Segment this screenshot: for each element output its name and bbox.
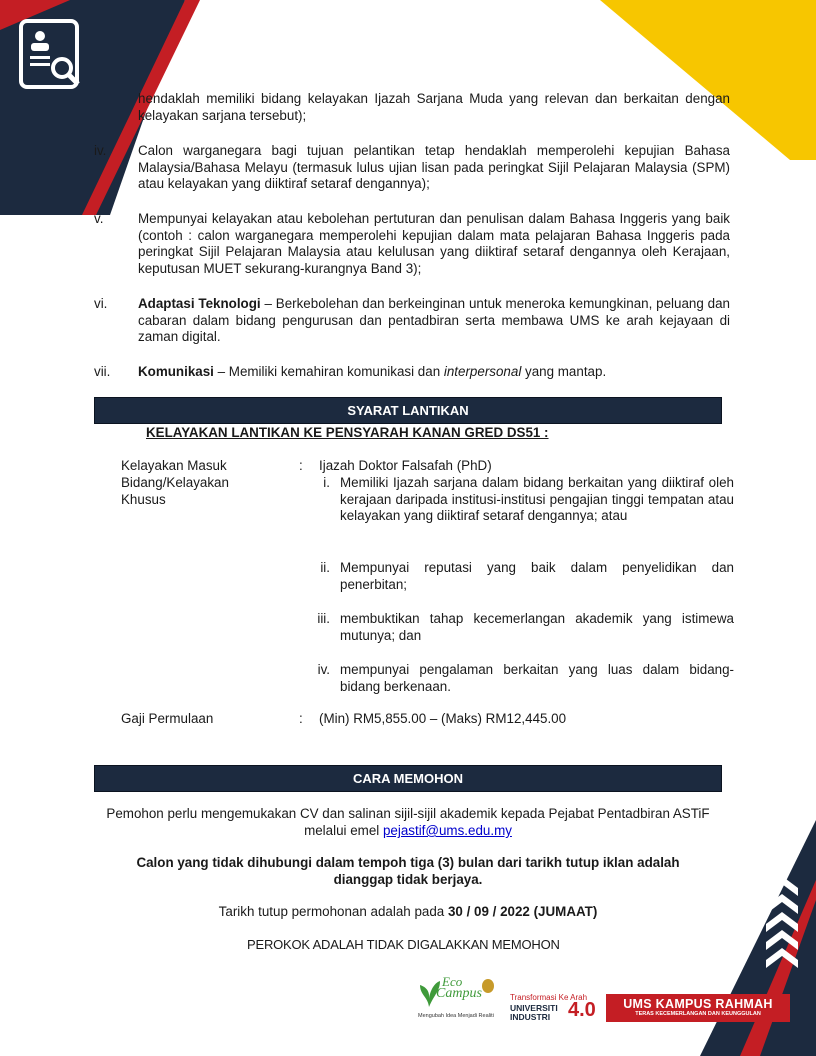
cara-memohon-header: CARA MEMOHON [94, 765, 722, 792]
item-vii-post: yang mantap. [521, 364, 607, 379]
cara-line-2-prefix: melalui emel [304, 823, 383, 838]
item-v-number: v. [94, 211, 104, 226]
chevron-up-icon [764, 872, 800, 968]
eco-tagline: Mengubah Idea Menjadi Realiti [418, 1013, 494, 1019]
cara-line-1: Pemohon perlu mengemukakan CV dan salinan sijil-sijil akademik kepada Pejabat Pentadbiran ASTiF [106, 806, 710, 821]
item-vii-number: vii. [94, 364, 111, 379]
item-vi-text [138, 296, 730, 346]
item-vi-body: – Berkebolehan dan berkeinginan untuk meneroka kemungkinan, peluang dan cabaran dalam bidang pengurusan dan pentadbiran serta membawa UMS ke arah kejayaan di zaman digital. [138, 296, 730, 345]
trans-4-0: 4.0 [568, 999, 596, 1021]
kelayakan-label-2: Bidang/Kelayakan [121, 475, 229, 490]
gaji-value: (Min) RM5,855.00 – (Maks) RM12,445.00 [319, 711, 567, 726]
tarikh-date: 30 / 09 / 2022 (JUMAAT) [447, 904, 598, 919]
notice-bold-2: dianggap tidak berjaya. [333, 872, 483, 887]
sub-item-i-text: Memiliki Ijazah sarjana dalam bidang berkaitan yang diiktiraf oleh kerajaan daripada institusi-institusi pengajian tinggi tempatan atau kelayakan yang diiktiraf setaraf dengannya; atau [340, 475, 734, 524]
sub-item-i-number: i. [323, 475, 330, 490]
sub-item-iv-text: mempunyai pengalaman berkaitan yang luas dalam bidang-bidang berkenaan. [340, 662, 734, 694]
eco-campus-logo [416, 975, 498, 1025]
notice-bold-1: Calon yang tidak dihubungi dalam tempoh tiga (3) bulan dari tarikh tutup iklan adalah [136, 855, 680, 870]
rahmah-subtitle: TERAS KECEMERLANGAN DAN KEUNGGULAN [635, 1011, 761, 1017]
applicant-search-icon [18, 18, 82, 92]
trans-tagline: Transformasi Ke Arah [510, 993, 588, 1002]
trans-universiti: UNIVERSITI [510, 1003, 558, 1013]
gaji-label: Gaji Permulaan [121, 711, 214, 726]
email-link[interactable]: pejastif@ums.edu.my [382, 823, 512, 838]
syarat-lantikan-header: SYARAT LANTIKAN [94, 397, 722, 424]
item-vii-bold: Komunikasi [138, 364, 214, 379]
rahmah-title: UMS KAMPUS RAHMAH [623, 997, 773, 1011]
eco-text: Eco [442, 974, 463, 989]
universiti-industri-logo [510, 993, 600, 1023]
item-iv-text: Calon warganegara bagi tujuan pelantikan tetap hendaklah memperolehi kepujian Bahasa Malaysia/Bahasa Melayu (termasuk lulus ujian lisan pada peringkat Sijil Pelajaran Malaysia (SPM) atau kelayakan yang diiktiraf setaraf dengannya); [138, 143, 730, 192]
kelayakan-phd: Ijazah Doktor Falsafah (PhD) [319, 458, 492, 473]
syarat-subtitle: KELAYAKAN LANTIKAN KE PENSYARAH KANAN GRED DS51 : [146, 425, 549, 440]
ums-kampus-rahmah-logo [606, 994, 790, 1022]
ums-crest-icon [482, 979, 494, 993]
gaji-colon: : [299, 711, 303, 726]
kelayakan-label-1: Kelayakan Masuk [121, 458, 227, 473]
item-vii-italic: interpersonal [443, 364, 522, 379]
tarikh-prefix: Tarikh tutup permohonan adalah pada [218, 904, 448, 919]
kelayakan-colon: : [299, 458, 303, 473]
kelayakan-label-3: Khusus [121, 492, 166, 507]
campus-text: Campus [436, 986, 482, 1001]
item-v-text: Mempunyai kelayakan atau kebolehan pertuturan dan penulisan dalam Bahasa Inggeris yang baik (contoh : calon warganegara memperolehi kepujian dalam mata pelajaran Bahasa Inggeris pada peringkat Sijil Pelajaran Malaysia atau kelulusan yang diiktiraf setaraf dengannya oleh Kerajaan, keputusan MUET sekurang-kurangnya Band 3); [138, 211, 730, 276]
sub-item-ii-text: Mempunyai reputasi yang baik dalam penyelidikan dan penerbitan; [340, 560, 734, 592]
item-vii-pre: – Memiliki kemahiran komunikasi dan [213, 364, 444, 379]
sub-item-iv-number: iv. [317, 662, 330, 677]
cara-line-2 [70, 823, 746, 840]
item-iii-continuation: hendaklah memiliki bidang kelayakan Ijazah Sarjana Muda yang relevan dan berkaitan dengan kelayakan sarjana tersebut); [138, 91, 730, 123]
sub-item-iii-text: membuktikan tahap kecemerlangan akademik yang istimewa mutunya; dan [340, 611, 734, 643]
item-vii-text [138, 364, 730, 381]
sub-item-ii-number: ii. [320, 560, 330, 575]
sub-item-iii-number: iii. [317, 611, 330, 626]
perokok-notice: PEROKOK ADALAH TIDAK DIGALAKKAN MEMOHON [247, 937, 560, 952]
item-iv-number: iv. [94, 143, 107, 158]
item-vi-number: vi. [94, 296, 108, 311]
item-vi-bold: Adaptasi Teknologi [138, 296, 261, 311]
tarikh-tutup [70, 904, 746, 921]
trans-industri: INDUSTRI [510, 1012, 551, 1022]
